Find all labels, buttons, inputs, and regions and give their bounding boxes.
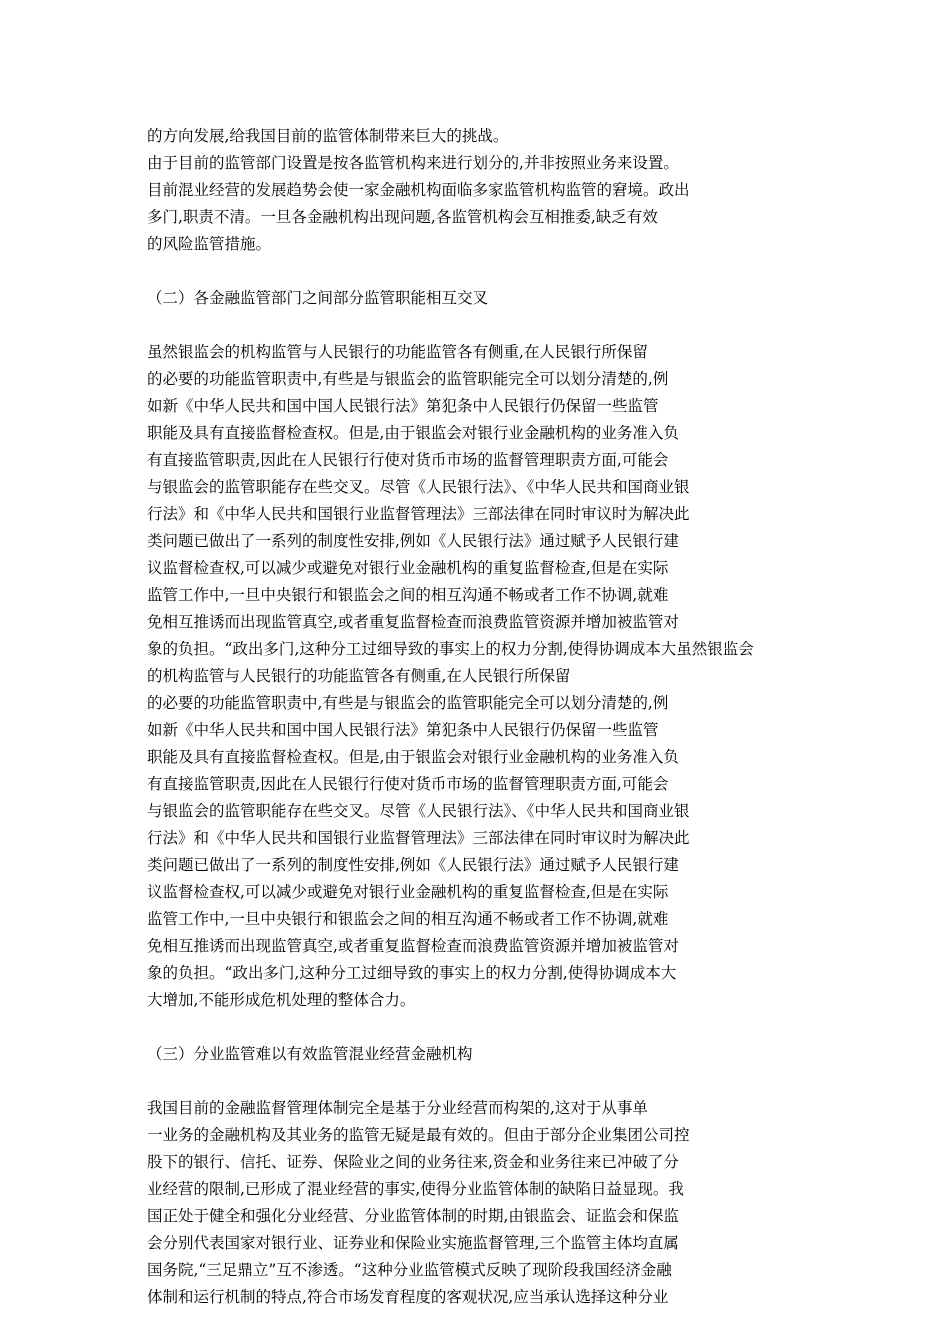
text-line: 象的负担。“政出多门,这种分工过细导致的事实上的权力分割,使得协调成本大 [147,964,677,982]
text-line: 一业务的金融机构及其业务的监管无疑是最有效的。但由于部分企业集团公司控 [147,1126,690,1144]
text-line: 的必要的功能监管职责中,有些是与银监会的监管职能完全可以划分清楚的,例 [147,694,669,712]
text-line: 的机构监管与人民银行的功能监管各有侧重,在人民银行所保留 [147,667,571,685]
text-line: 与银监会的监管职能存在些交叉。尽管《人民银行法》、《中华人民共和国商业银 [147,802,690,820]
text-line: 有直接监管职责,因此在人民银行行使对货币市场的监督管理职责方面,可能会 [147,451,669,469]
text-line: 类问题已做出了一系列的制度性安排,例如《人民银行法》通过赋予人民银行建 [147,532,679,550]
text-line: 会分别代表国家对银行业、证券业和保险业实施监督管理,三个监管主体均直属 [147,1234,679,1252]
text-line: 多门,职责不清。一旦各金融机构出现问题,各监管机构会互相推委,缺乏有效 [147,208,658,226]
paragraph-intro [147,123,847,258]
text-line: 体制和运行机制的特点,符合市场发育程度的客观状况,应当承认选择这种分业 [147,1288,669,1306]
text-line: 议监督检查权,可以减少或避免对银行业金融机构的重复监督检查,但是在实际 [147,559,669,577]
text-line: 国务院,“三足鼎立”互不渗透。“这种分业监管模式反映了现阶段我国经济金融 [147,1261,672,1279]
text-line: 如新《中华人民共和国中国人民银行法》第犯条中人民银行仍保留一些监管 [147,397,659,415]
text-line: 免相互推诱而出现监管真空,或者重复监督检查而浪费监管资源并增加被监管对 [147,613,679,631]
paragraph-gap [147,1068,847,1095]
text-line: 监管工作中,一旦中央银行和银监会之间的相互沟通不畅或者工作不协调,就难 [147,586,669,604]
text-line: 的必要的功能监管职责中,有些是与银监会的监管职能完全可以划分清楚的,例 [147,370,669,388]
text-line: 职能及具有直接监督检查权。但是,由于银监会对银行业金融机构的业务准入负 [147,748,679,766]
document-body [147,123,847,1311]
text-line: 国正处于健全和强化分业经营、分业监管体制的时期,由银监会、证监会和保监 [147,1207,679,1225]
paragraph-section-2 [147,339,847,1014]
text-line: 大增加,不能形成危机处理的整体合力。 [147,991,416,1009]
text-line: 职能及具有直接监督检查权。但是,由于银监会对银行业金融机构的业务准入负 [147,424,679,442]
text-line: 监管工作中,一旦中央银行和银监会之间的相互沟通不畅或者工作不协调,就难 [147,910,669,928]
paragraph-gap [147,258,847,285]
text-line: 议监督检查权,可以减少或避免对银行业金融机构的重复监督检查,但是在实际 [147,883,669,901]
text-line: 业经营的限制,已形成了混业经营的事实,使得分业监管体制的缺陷日益显现。我 [147,1180,684,1198]
text-line: 如新《中华人民共和国中国人民银行法》第犯条中人民银行仍保留一些监管 [147,721,659,739]
text-line: 的方向发展,给我国目前的监管体制带来巨大的挑战。 [147,127,509,145]
text-line: 类问题已做出了一系列的制度性安排,例如《人民银行法》通过赋予人民银行建 [147,856,679,874]
text-line: 我国目前的金融监督管理体制完全是基于分业经营而构架的,这对于从事单 [147,1099,648,1117]
section-heading-2: （二）各金融监管部门之间部分监管职能相互交叉 [147,289,489,307]
paragraph-gap [147,312,847,339]
text-line: 股下的银行、信托、证券、保险业之间的业务往来,资金和业务往来已冲破了分 [147,1153,679,1171]
text-line: 与银监会的监管职能存在些交叉。尽管《人民银行法》、《中华人民共和国商业银 [147,478,690,496]
text-line: 虽然银监会的机构监管与人民银行的功能监管各有侧重,在人民银行所保留 [147,343,648,361]
text-line: 免相互推诱而出现监管真空,或者重复监督检查而浪费监管资源并增加被监管对 [147,937,679,955]
text-line: 行法》和《中华人民共和国银行业监督管理法》三部法律在同时审议时为解决此 [147,505,690,523]
text-line: 目前混业经营的发展趋势会使一家金融机构面临多家监管机构监管的窘境。政出 [147,181,690,199]
text-line: 由于目前的监管部门设置是按各监管机构来进行划分的,并非按照业务来设置。 [147,154,679,172]
section-heading-3: （三）分业监管难以有效监管混业经营金融机构 [147,1045,473,1063]
paragraph-gap [147,1014,847,1041]
text-line: 行法》和《中华人民共和国银行业监督管理法》三部法律在同时审议时为解决此 [147,829,690,847]
text-line: 象的负担。“政出多门,这种分工过细导致的事实上的权力分割,使得协调成本大虽然银监会 [147,640,754,658]
text-line: 有直接监管职责,因此在人民银行行使对货币市场的监督管理职责方面,可能会 [147,775,669,793]
text-line: 的风险监管措施。 [147,235,272,253]
paragraph-section-3 [147,1095,847,1311]
